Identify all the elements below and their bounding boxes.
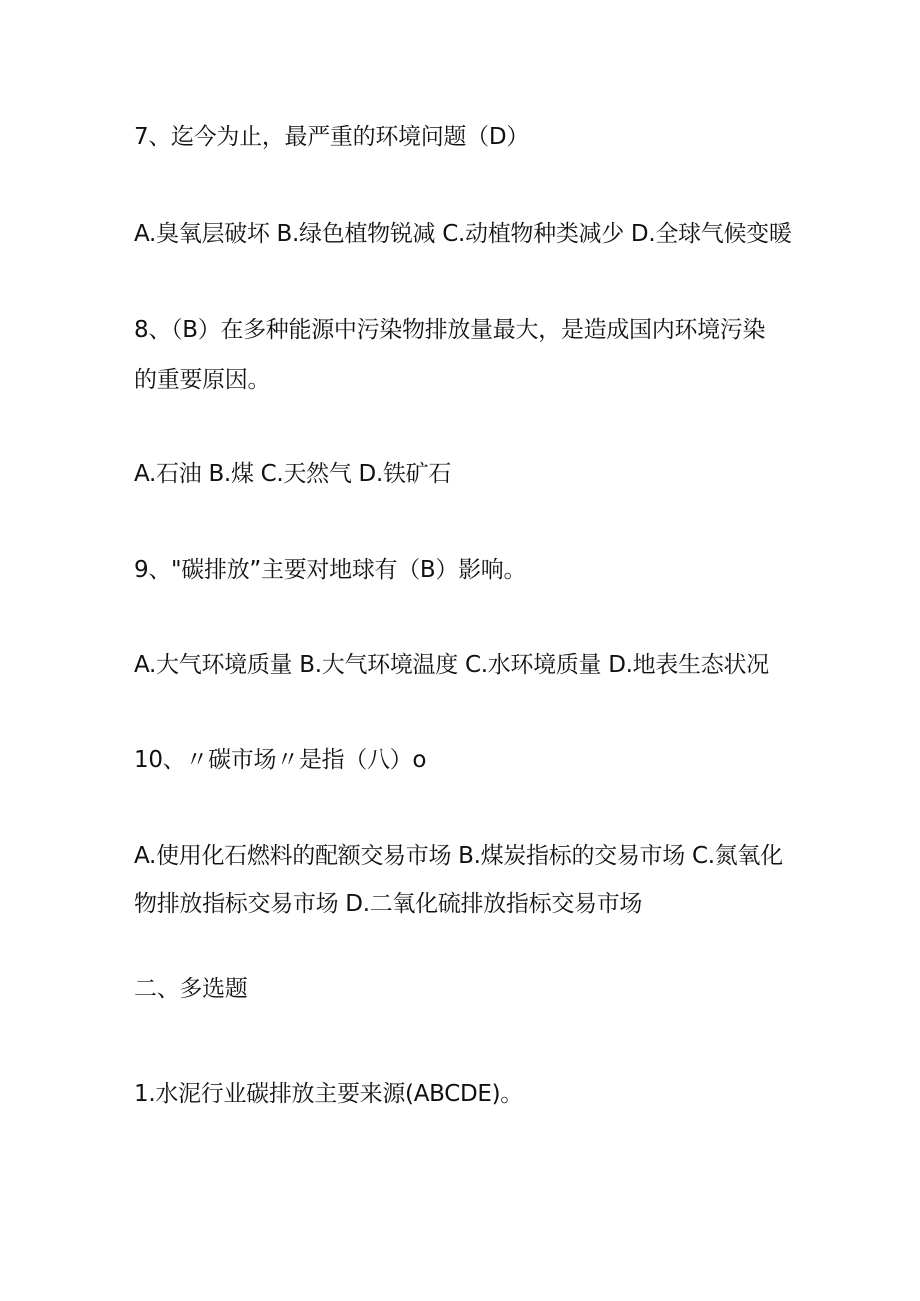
question-10-options-line-1: A.使用化石燃料的配额交易市场 B.煤炭指标的交易市场 C.氮氧化	[134, 843, 783, 869]
question-7: 7、迄今为止，最严重的环境问题（D）	[134, 124, 529, 150]
question-8-options: A.石油 B.煤 C.天然气 D.铁矿石	[134, 461, 452, 487]
question-8-line-1: 8、（B）在多种能源中污染物排放量最大，是造成国内环境污染	[134, 317, 766, 343]
question-10-options-line-2: 物排放指标交易市场 D.二氧化硫排放指标交易市场	[134, 891, 643, 917]
multi-question-1: 1.水泥行业碳排放主要来源(ABCDE)。	[134, 1081, 524, 1107]
section-heading-multiple-choice: 二、多选题	[134, 976, 248, 1002]
question-9-options: A.大气环境质量 B.大气环境温度 C.水环境质量 D.地表生态状况	[134, 652, 769, 678]
question-7-options: A.臭氧层破坏 B.绿色植物锐减 C.动植物种类减少 D.全球气候变暖	[134, 221, 792, 247]
question-9: 9、"碳排放”主要对地球有（B）影响。	[134, 557, 527, 583]
question-10: 10、〃碳市场〃是指（八）o	[134, 747, 427, 773]
question-8-line-2: 的重要原因。	[134, 367, 271, 393]
